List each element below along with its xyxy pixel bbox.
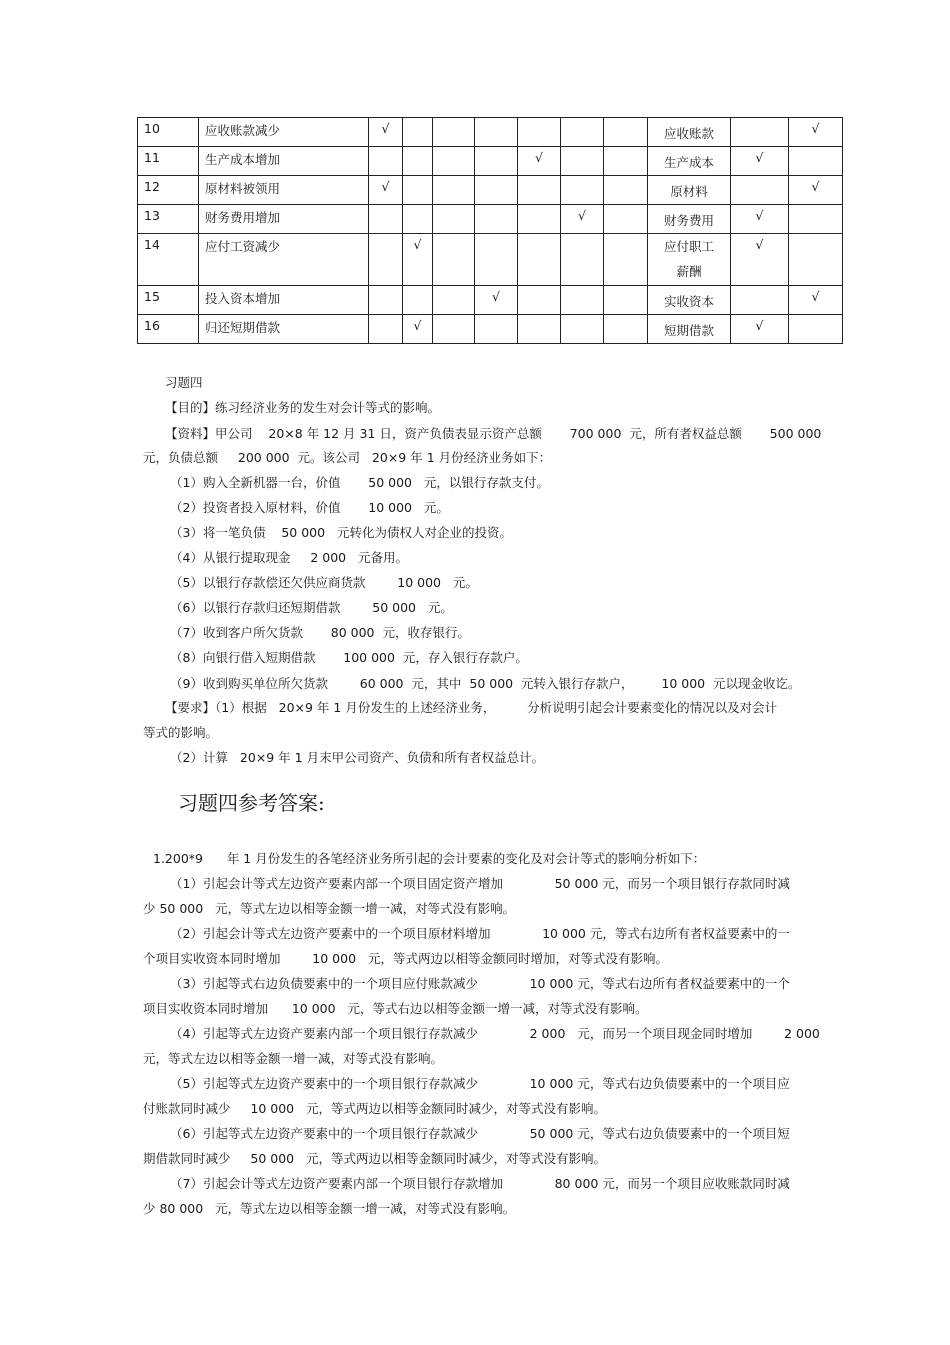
element-check-cell <box>369 315 403 344</box>
answer-line: （2）引起会计等式左边资产要素中的一个项目原材料增加 10 000 元，等式右边所有者权益要素中的一 <box>170 926 790 941</box>
element-check-cell: √ <box>403 315 433 344</box>
exercise-requirement-line-3: （2）计算 20×9 年 1 月末甲公司资产、负债和所有者权益总计。 <box>170 750 545 765</box>
table-row <box>138 176 843 205</box>
exercise-heading: 习题四 <box>165 375 203 390</box>
element-check-cell <box>403 147 433 176</box>
element-check-cell <box>369 286 403 315</box>
element-check-cell <box>604 315 648 344</box>
element-check-cell: √ <box>561 205 604 234</box>
row-number: 14 <box>138 234 199 286</box>
account-name <box>648 176 731 205</box>
element-check-cell <box>518 286 561 315</box>
account-name <box>648 147 731 176</box>
debit-check-cell <box>731 176 789 205</box>
element-check-cell <box>475 234 518 286</box>
element-check-cell <box>561 176 604 205</box>
credit-check-cell <box>789 234 843 286</box>
row-description: 财务费用增加 <box>199 205 369 234</box>
exercise-material-line-1: 【资料】甲公司 20×8 年 12 月 31 日，资产负债表显示资产总额 700 000 元，所有者权益总额 500 000 <box>165 426 822 441</box>
element-check-cell <box>403 205 433 234</box>
answer-line: （1）引起会计等式左边资产要素内部一个项目固定资产增加 50 000 元，而另一个项目银行存款同时减 <box>170 876 790 891</box>
row-number: 16 <box>138 315 199 344</box>
account-name-text: 原材料 <box>670 184 708 199</box>
debit-check-cell: √ <box>731 315 789 344</box>
element-check-cell <box>369 147 403 176</box>
account-name-text: 生产成本 <box>663 155 714 170</box>
element-check-cell <box>604 205 648 234</box>
account-name <box>648 205 731 234</box>
exercise-material-line-2: 元，负债总额 200 000 元。该公司 20×9 年 1 月份经济业务如下： <box>143 450 552 465</box>
exercise-item: （4）从银行提取现金 2 000 元备用。 <box>170 550 409 565</box>
element-check-cell: √ <box>403 234 433 286</box>
element-check-cell <box>475 205 518 234</box>
element-check-cell <box>433 118 475 147</box>
account-name-text: 应收账款 <box>663 126 714 141</box>
element-check-cell <box>518 176 561 205</box>
debit-check-cell: √ <box>731 205 789 234</box>
element-check-cell <box>561 147 604 176</box>
element-check-cell <box>561 315 604 344</box>
exercise-item: （5）以银行存款偿还欠供应商货款 10 000 元。 <box>170 575 478 590</box>
element-check-cell <box>518 315 561 344</box>
element-check-cell: √ <box>369 176 403 205</box>
table-row <box>138 315 843 344</box>
element-check-cell <box>433 176 475 205</box>
element-check-cell <box>518 234 561 286</box>
element-check-cell: √ <box>475 286 518 315</box>
element-check-cell <box>475 118 518 147</box>
exercise-item: （6）以银行存款归还短期借款 50 000 元。 <box>170 600 453 615</box>
answer-line: （7）引起会计等式左边资产要素内部一个项目银行存款增加 80 000 元，而另一个项目应收账款同时减 <box>170 1176 790 1191</box>
row-number: 10 <box>138 118 199 147</box>
exercise-item: （2）投资者投入原材料，价值 10 000 元。 <box>170 500 449 515</box>
answer-line: （4）引起等式左边资产要素内部一个项目银行存款减少 2 000 元，而另一个项目现金同时增加 2 000 <box>170 1026 820 1041</box>
transaction-table <box>137 117 843 344</box>
credit-check-cell: √ <box>789 118 843 147</box>
answer-line: 元，等式左边以相等金额一增一减，对等式没有影响。 <box>143 1051 444 1066</box>
element-check-cell <box>604 234 648 286</box>
element-check-cell <box>433 205 475 234</box>
account-name <box>648 286 731 315</box>
credit-check-cell <box>789 315 843 344</box>
answer-line: 个项目实收资本同时增加 10 000 元，等式两边以相等金额同时增加，对等式没有影响。 <box>143 951 668 966</box>
element-check-cell <box>518 205 561 234</box>
row-number: 11 <box>138 147 199 176</box>
exercise-item: （9）收到购买单位所欠货款 60 000 元，其中 50 000 元转入银行存款户， 10 000 元以现金收讫。 <box>170 676 801 691</box>
element-check-cell <box>433 286 475 315</box>
debit-check-cell <box>731 118 789 147</box>
element-check-cell <box>433 315 475 344</box>
answer-line: 少 80 000 元，等式左边以相等金额一增一减，对等式没有影响。 <box>143 1201 516 1216</box>
exercise-requirement-line-2: 等式的影响。 <box>143 725 219 740</box>
element-check-cell <box>604 286 648 315</box>
exercise-requirement-line-1: 【要求】（1）根据 20×9 年 1 月份发生的上述经济业务， 分析说明引起会计要素变化的情况以及对会计 <box>165 700 778 715</box>
table-row <box>138 147 843 176</box>
debit-check-cell: √ <box>731 234 789 286</box>
exercise-item: （8）向银行借入短期借款 100 000 元，存入银行存款户。 <box>170 650 528 665</box>
credit-check-cell: √ <box>789 176 843 205</box>
table-row <box>138 234 843 286</box>
row-description: 归还短期借款 <box>199 315 369 344</box>
account-name <box>648 315 731 344</box>
answer-title: 习题四参考答案: <box>178 791 325 815</box>
exercise-item: （1）购入全新机器一台，价值 50 000 元，以银行存款支付。 <box>170 475 549 490</box>
element-check-cell <box>403 176 433 205</box>
answer-intro: 1.200*9 年 1 月份发生的各笔经济业务所引起的会计要素的变化及对会计等式的影响分析如下： <box>153 851 706 866</box>
element-check-cell: √ <box>518 147 561 176</box>
element-check-cell <box>433 234 475 286</box>
answer-line: 期借款同时减少 50 000 元，等式两边以相等金额同时减少，对等式没有影响。 <box>143 1151 607 1166</box>
exercise-item: （7）收到客户所欠货款 80 000 元，收存银行。 <box>170 625 470 640</box>
row-description: 原材料被领用 <box>199 176 369 205</box>
account-name-text: 实收资本 <box>663 294 714 309</box>
table-row <box>138 118 843 147</box>
table-row <box>138 286 843 315</box>
answer-line: （3）引起等式右边负债要素中的一个项目应付账款减少 10 000 元，等式右边所有者权益要素中的一个 <box>170 976 790 991</box>
account-name <box>648 118 731 147</box>
element-check-cell <box>433 147 475 176</box>
element-check-cell <box>604 147 648 176</box>
account-name-text: 应付职工薪酬 <box>663 239 714 279</box>
debit-check-cell <box>731 286 789 315</box>
account-name-text: 短期借款 <box>663 323 714 338</box>
element-check-cell <box>604 118 648 147</box>
answer-line: 少 50 000 元，等式左边以相等金额一增一减，对等式没有影响。 <box>143 901 516 916</box>
element-check-cell <box>475 176 518 205</box>
element-check-cell <box>518 118 561 147</box>
row-number: 12 <box>138 176 199 205</box>
element-check-cell <box>369 234 403 286</box>
element-check-cell: √ <box>369 118 403 147</box>
answer-line: 付账款同时减少 10 000 元，等式两边以相等金额同时减少，对等式没有影响。 <box>143 1101 607 1116</box>
element-check-cell <box>561 286 604 315</box>
element-check-cell <box>604 176 648 205</box>
row-number: 15 <box>138 286 199 315</box>
row-description: 生产成本增加 <box>199 147 369 176</box>
answer-line: 项目实收资本同时增加 10 000 元，等式右边以相等金额一增一减，对等式没有影响。 <box>143 1001 648 1016</box>
element-check-cell <box>403 118 433 147</box>
element-check-cell <box>369 205 403 234</box>
element-check-cell <box>475 147 518 176</box>
debit-check-cell: √ <box>731 147 789 176</box>
row-number: 13 <box>138 205 199 234</box>
credit-check-cell: √ <box>789 286 843 315</box>
element-check-cell <box>403 286 433 315</box>
element-check-cell <box>475 315 518 344</box>
credit-check-cell <box>789 147 843 176</box>
row-description: 投入资本增加 <box>199 286 369 315</box>
exercise-item: （3）将一笔负债 50 000 元转化为债权人对企业的投资。 <box>170 525 513 540</box>
account-name <box>648 234 731 286</box>
exercise-purpose: 【目的】练习经济业务的发生对会计等式的影响。 <box>165 400 441 415</box>
credit-check-cell <box>789 205 843 234</box>
element-check-cell <box>561 118 604 147</box>
answer-line: （5）引起等式左边资产要素中的一个项目银行存款减少 10 000 元，等式右边负债要素中的一个项目应 <box>170 1076 790 1091</box>
row-description: 应付工资减少 <box>199 234 369 286</box>
table-row <box>138 205 843 234</box>
account-name-text: 财务费用 <box>663 213 714 228</box>
row-description: 应收账款减少 <box>199 118 369 147</box>
answer-line: （6）引起等式左边资产要素中的一个项目银行存款减少 50 000 元，等式右边负债要素中的一个项目短 <box>170 1126 790 1141</box>
element-check-cell <box>561 234 604 286</box>
